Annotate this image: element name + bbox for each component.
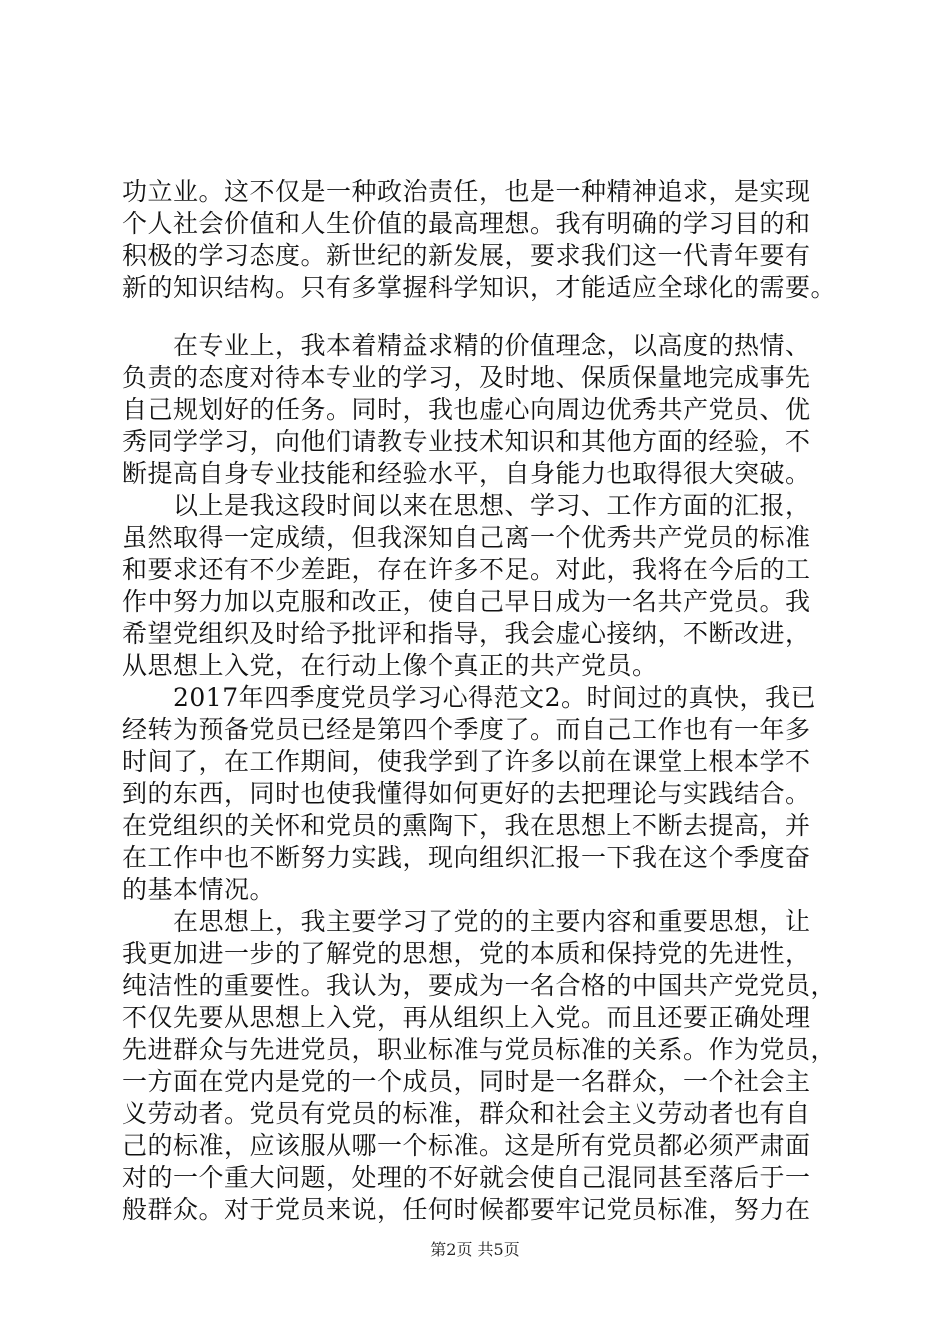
text-line: 负责的态度对待本专业的学习，及时地、保质保量地完成事先 bbox=[122, 363, 811, 392]
text-line: 以上是我这段时间以来在思想、学习、工作方面的汇报， bbox=[122, 491, 811, 520]
text-line: 希望党组织及时给予批评和指导，我会虚心接纳，不断改进， bbox=[122, 619, 811, 648]
text-line: 的基本情况。 bbox=[122, 875, 276, 904]
text-line: 2017年四季度党员学习心得范文2。时间过的真快，我已 bbox=[122, 683, 817, 712]
text-line: 自己规划好的任务。同时，我也虚心向周边优秀共产党员、优 bbox=[122, 395, 811, 424]
text-line: 到的东西，同时也使我懂得如何更好的去把理论与实践结合。 bbox=[122, 779, 811, 808]
text-line: 作中努力加以克服和改正，使自己早日成为一名共产党员。我 bbox=[122, 587, 811, 616]
text-line: 从思想上入党，在行动上像个真正的共产党员。 bbox=[122, 651, 658, 680]
text-line: 不仅先要从思想上入党，再从组织上入党。而且还要正确处理 bbox=[122, 1003, 811, 1032]
paragraph-gap bbox=[122, 304, 842, 330]
text-line: 先进群众与先进党员，职业标准与党员标准的关系。作为党员， bbox=[122, 1035, 837, 1064]
text-line: 个人社会价值和人生价值的最高理想。我有明确的学习目的和 bbox=[122, 209, 811, 238]
text-line: 在专业上，我本着精益求精的价值理念，以高度的热情、 bbox=[122, 331, 811, 360]
text-line: 我更加进一步的了解党的思想，党的本质和保持党的先进性， bbox=[122, 939, 811, 968]
text-line: 在思想上，我主要学习了党的的主要内容和重要思想，让 bbox=[122, 907, 811, 936]
text-line: 般群众。对于党员来说，任何时候都要牢记党员标准，努力在 bbox=[122, 1195, 811, 1224]
text-line: 义劳动者。党员有党员的标准，群众和社会主义劳动者也有自 bbox=[122, 1099, 811, 1128]
text-line: 经转为预备党员已经是第四个季度了。而自己工作也有一年多 bbox=[122, 715, 811, 744]
text-line: 虽然取得一定成绩，但我深知自己离一个优秀共产党员的标准 bbox=[122, 523, 811, 552]
document-body bbox=[122, 176, 842, 1226]
text-line: 时间了，在工作期间，使我学到了许多以前在课堂上根本学不 bbox=[122, 747, 811, 776]
paragraph-block-2 bbox=[122, 330, 842, 1226]
text-line: 功立业。这不仅是一种政治责任，也是一种精神追求，是实现 bbox=[122, 177, 811, 206]
text-line: 断提高自身专业技能和经验水平，自身能力也取得很大突破。 bbox=[122, 459, 811, 488]
text-line: 纯洁性的重要性。我认为，要成为一名合格的中国共产党党员， bbox=[122, 971, 837, 1000]
text-line: 一方面在党内是党的一个成员，同时是一名群众，一个社会主 bbox=[122, 1067, 811, 1096]
text-line: 对的一个重大问题，处理的不好就会使自己混同甚至落后于一 bbox=[122, 1163, 811, 1192]
text-line: 和要求还有不少差距，存在许多不足。对此，我将在今后的工 bbox=[122, 555, 811, 584]
text-line: 在工作中也不断努力实践，现向组织汇报一下我在这个季度奋 bbox=[122, 843, 811, 872]
text-line: 己的标准，应该服从哪一个标准。这是所有党员都必须严肃面 bbox=[122, 1131, 811, 1160]
text-line: 新的知识结构。只有多掌握科学知识，才能适应全球化的需要。 bbox=[122, 273, 837, 302]
text-line: 积极的学习态度。新世纪的新发展，要求我们这一代青年要有 bbox=[122, 241, 811, 270]
page-footer: 第2页 共5页 bbox=[430, 1240, 520, 1259]
text-line: 在党组织的关怀和党员的熏陶下，我在思想上不断去提高，并 bbox=[122, 811, 811, 840]
paragraph-block-1 bbox=[122, 176, 842, 304]
text-line: 秀同学学习，向他们请教专业技术知识和其他方面的经验，不 bbox=[122, 427, 811, 456]
